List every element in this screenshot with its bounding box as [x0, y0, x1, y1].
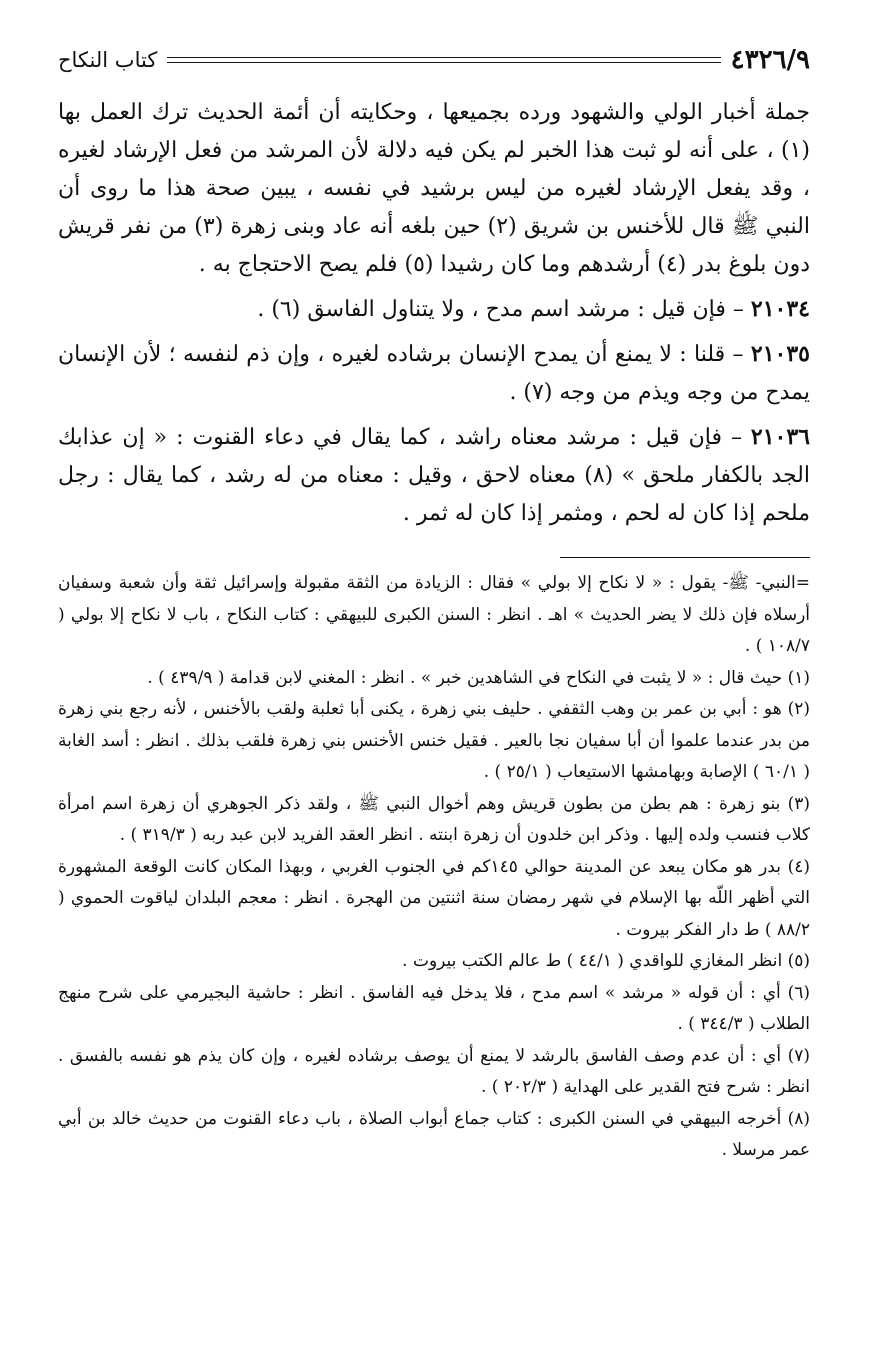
footnote-2: (٢) هو : أبي بن عمر بن وهب الثقفي . حليف بني زهرة ، يكنى أبا ثعلبة ولقب بالأخنس ، لأنه رجع بني زهرة من بدر عندما علموا أن أبا سفيان نجا بالعير . فقيل خنس الأخنس بني زهرة فلقب بذلك . انظر : أسد الغابة ( ٦٠/١ ) الإصابة وبهامشها الاستيعاب ( ٢٥/١ ) . — [58, 699, 810, 782]
book-page — [58, 40, 810, 1320]
page-number: ٤٣٢٦/٩ — [730, 45, 810, 75]
paragraph-21035 — [58, 335, 810, 412]
header-rule — [167, 57, 720, 63]
footnote-8: (٨) أخرجه البيهقي في السنن الكبرى : كتاب جماع أبواب الصلاة ، باب دعاء القنوت من حديث خالد بن أبي عمر مرسلا . — [58, 1108, 810, 1160]
paragraph-21034 — [58, 290, 810, 329]
main-text — [58, 94, 810, 533]
footnote-separator — [560, 557, 810, 558]
footnote-6: (٦) أي : أن قوله « مرشد » اسم مدح ، فلا يدخل فيه الفاسق . انظر : حاشية البجيرمي على شرح منهج الطلاب ( ٣٤٤/٣ ) . — [58, 982, 810, 1034]
paragraph-number: ٢١٠٣٥ — [750, 341, 810, 367]
footnotes — [58, 568, 810, 1167]
footnote-4: (٤) بدر هو مكان يبعد عن المدينة حوالي ١٤٥كم في الجنوب الغربي ، وبهذا المكان كانت الوقعة المشهورة التي أظهر اللّه بها الإسلام في شهر رمضان سنة اثنتين من الهجرة . انظر : معجم البلدان لياقوت الحموي ( ٨٨/٢ ) ط دار الفكر بيروت . — [58, 856, 810, 940]
paragraph-number: ٢١٠٣٦ — [750, 424, 810, 450]
book-title: كتاب النكاح — [58, 48, 158, 72]
paragraph-number: ٢١٠٣٤ — [750, 296, 810, 322]
footnote-3: (٣) بنو زهرة : هم بطن من بطون قريش وهم أخوال النبي ﷺ ، ولقد ذكر الجوهري أن زهرة اسم امرأة كلاب فنسب ولده إليها . وذكر ابن خلدون أن زهرة ابنته . انظر العقد الفريد لابن عبد ربه ( ٣١٩/٣ ) . — [58, 793, 810, 845]
paragraph-21036 — [58, 418, 810, 533]
paragraph-text: – قلنا : لا يمنع أن يمدح الإنسان برشاده لغيره ، وإن ذم لنفسه ؛ لأن الإنسان يمدح من وجه ويذم من وجه (٧) . — [58, 342, 810, 405]
footnote-5: (٥) انظر المغازي للواقدي ( ٤٤/١ ) ط عالم الكتب بيروت . — [402, 951, 810, 971]
page-header — [58, 40, 810, 80]
footnote-1: (١) حيث قال : « لا يثبت في النكاح في الشاهدين خبر » . انظر : المغني لابن قدامة ( ٤٣٩/٩ ) . — [147, 667, 810, 688]
header-rule-wrap — [167, 57, 720, 63]
footnote-continuation: =النبي- ﷺ- يقول : « لا نكاح إلا بولي » فقال : الزيادة من الثقة مقبولة وإسرائيل ثقة وأن شعبة وسفيان أرسلاه فإن ذلك لا يضر الحديث » اهـ . انظر : السنن الكبرى للبيهقي : كتاب النكاح ، باب لا نكاح إلا بولي ( ١٠٨/٧ ) . — [58, 573, 810, 656]
paragraph-text: – فإن قيل : مرشد معناه راشد ، كما يقال في دعاء القنوت : « إن عذابك الجد بالكفار ملحق » (٨) معناه لاحق ، وقيل : معناه من له رشد ، كما يقال : رجل ملحم إذا كان له لحم ، ومثمر إذا كان له ثمر . — [58, 425, 810, 526]
paragraph-intro: جملة أخبار الولي والشهود ورده بجميعها ، وحكايته أن أئمة الحديث ترك العمل بها (١) ، على أنه لو ثبت هذا الخبر لم يكن فيه دلالة لأن المرشد من فعل الإرشاد لغيره ، وقد يفعل الإرشاد لغيره من ليس برشيد في نفسه ، يبين صحة هذا ما روى أن النبي ﷺ قال للأخنس بن شريق (٢) حين بلغه أنه عاد وبنى زهرة (٣) من نفر قريش دون بلوغ بدر (٤) أرشدهم وما كان رشيدا (٥) فلم يصح الاحتجاج به . — [58, 100, 811, 277]
footnote-7: (٧) أي : أن عدم وصف الفاسق بالرشد لا يمنع أن يوصف برشاده لغيره ، وإن كان يذم هو نفسه بالفسق . انظر : شرح فتح القدير على الهداية ( ٢٠٢/٣ ) . — [58, 1045, 810, 1097]
paragraph-text: – فإن قيل : مرشد اسم مدح ، ولا يتناول الفاسق (٦) . — [257, 297, 751, 322]
